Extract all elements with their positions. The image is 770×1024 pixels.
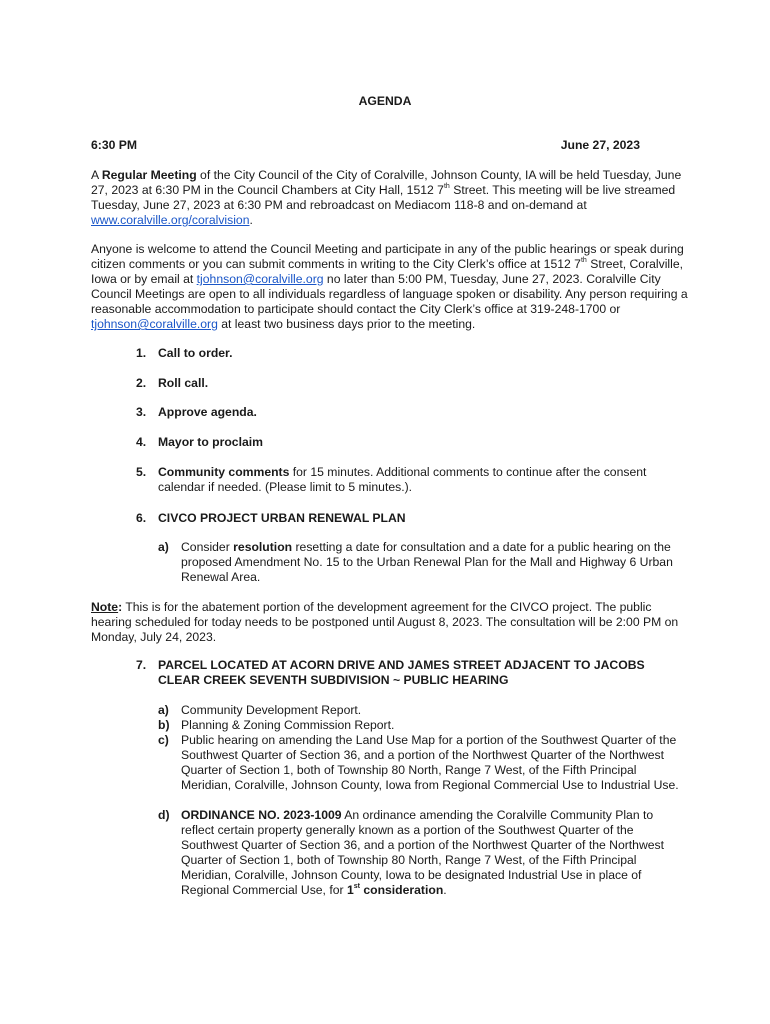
meeting-time: 6:30 PM xyxy=(91,138,138,152)
sub-item-letter: a) xyxy=(158,703,169,717)
intro-paragraph xyxy=(91,168,691,228)
sub-item-letter: b) xyxy=(158,718,170,732)
text: : xyxy=(118,600,123,614)
item-number: 7. xyxy=(136,658,147,672)
text: consideration xyxy=(359,883,444,897)
text: A xyxy=(91,168,102,182)
text: This is for the abatement portion of the development agreement for the CIVCO project. The public hearing scheduled for today needs to be postponed until August 8, 2023. The consultation will be 2:00 PM on Monday, July 24, 2023. xyxy=(91,600,679,644)
superscript: st xyxy=(353,882,360,890)
item-mayor-proclaim: Mayor to proclaim xyxy=(158,435,263,449)
text: of the City Council of the City of Coralville, Johnson County, IA will be held Tuesday, June 27, 2023 at 6:30 PM in the Council Chambers at City Hall, 1512 7 xyxy=(91,168,682,197)
item-civco-project: CIVCO PROJECT URBAN RENEWAL PLAN xyxy=(158,511,406,525)
note-paragraph xyxy=(91,600,691,645)
item-approve-agenda: Approve agenda. xyxy=(158,405,257,419)
item-number: 5. xyxy=(136,465,147,479)
sub-item-ordinance xyxy=(181,808,681,898)
coralvision-link[interactable]: www.coralville.org/coralvision xyxy=(91,213,250,227)
item-parcel-hearing: PARCEL LOCATED AT ACORN DRIVE AND JAMES STREET ADJACENT TO JACOBS CLEAR CREEK SEVENTH SUBDIVISION ~ PUBLIC HEARING xyxy=(158,658,645,687)
text: . xyxy=(249,213,253,227)
sub-item-letter: a) xyxy=(158,540,169,554)
text: Street. This meeting will be live streamed Tuesday, June 27, 2023 at 6:30 PM and rebroadcast on Mediacom 118-8 and on-demand at xyxy=(91,183,676,212)
email-link[interactable]: tjohnson@coralville.org xyxy=(196,272,324,286)
item-number: 6. xyxy=(136,511,147,525)
superscript: th xyxy=(580,256,587,264)
meeting-date: June 27, 2023 xyxy=(560,138,640,152)
sub-item-public-hearing: Public hearing on amending the Land Use Map for a portion of the Southwest Quarter of the Southwest Quarter of Section 36, and a portion of the Northwest Quarter of the Northwest Quarter of Section 1, both of Township 80 North, Range 7 West, of the Fifth Principal Meridian, Coralville, Johnson County, Iowa from Regional Commercial Use to Industrial Use. xyxy=(181,733,679,792)
text: for 15 minutes. Additional comments to continue after the consent calendar if needed. (Please limit to 5 minutes.). xyxy=(158,465,647,494)
text: . xyxy=(443,883,447,897)
text: 1 xyxy=(346,883,354,897)
text: no later than 5:00 PM, Tuesday, June 27, 2023. Coralville City Council Meetings are open to all individuals regardless of language spoken or disability. Any person requiring a reasonable accommodation to participate should contact the City Clerk’s office at 319-248-1700 or xyxy=(91,272,688,316)
text: Street, Coralville, Iowa or by email at xyxy=(91,257,683,286)
item-number: 3. xyxy=(136,405,147,419)
item-roll-call: Roll call. xyxy=(158,376,209,390)
email-link-2[interactable]: tjohnson@coralville.org xyxy=(91,317,218,331)
meeting-type: Regular Meeting xyxy=(101,168,197,182)
sub-item-cd-report: Community Development Report. xyxy=(181,703,362,717)
note-label: Note xyxy=(91,600,119,614)
superscript: th xyxy=(443,182,450,190)
sub-item-letter: d) xyxy=(158,808,170,822)
text: resolution xyxy=(233,540,293,554)
text: at least two business days prior to the meeting. xyxy=(217,317,476,331)
sub-item-letter: c) xyxy=(158,733,169,747)
item-number: 2. xyxy=(136,376,147,390)
text: ORDINANCE NO. 2023-1009 xyxy=(181,808,342,822)
sub-item-pz-report: Planning & Zoning Commission Report. xyxy=(181,718,395,732)
text: Anyone is welcome to attend the Council Meeting and participate in any of the public hearings or speak during citizen comments or you can submit comments in writing to the City Clerk’s office at 1512 7 xyxy=(91,242,684,271)
item-call-to-order: Call to order. xyxy=(158,346,233,360)
item-number: 1. xyxy=(136,346,147,360)
text: resetting a date for consultation and a date for a public hearing on the proposed Amendment No. 15 to the Urban Renewal Plan for the Mall and Highway 6 Urban Renewal Area. xyxy=(181,540,673,584)
item-community-comments xyxy=(158,465,678,495)
text: Community comments xyxy=(158,465,290,479)
text: An ordinance amending the Coralville Community Plan to reflect certain property generally known as a portion of the Southwest Quarter of the Southwest Quarter of Section 36, and a portion of the Northwest Quarter of the Northwest Quarter of Section 1, both of Township 80 North, Range 7 West, of the Fifth Principal Meridian, Coralville, Johnson County, Iowa to be designated Industrial Use in place of Regional Commercial Use, for xyxy=(181,808,665,897)
page-title: AGENDA xyxy=(358,94,412,108)
item-number: 4. xyxy=(136,435,147,449)
sub-item-resolution xyxy=(181,540,681,585)
text: Consider xyxy=(181,540,234,554)
participation-paragraph xyxy=(91,242,691,332)
